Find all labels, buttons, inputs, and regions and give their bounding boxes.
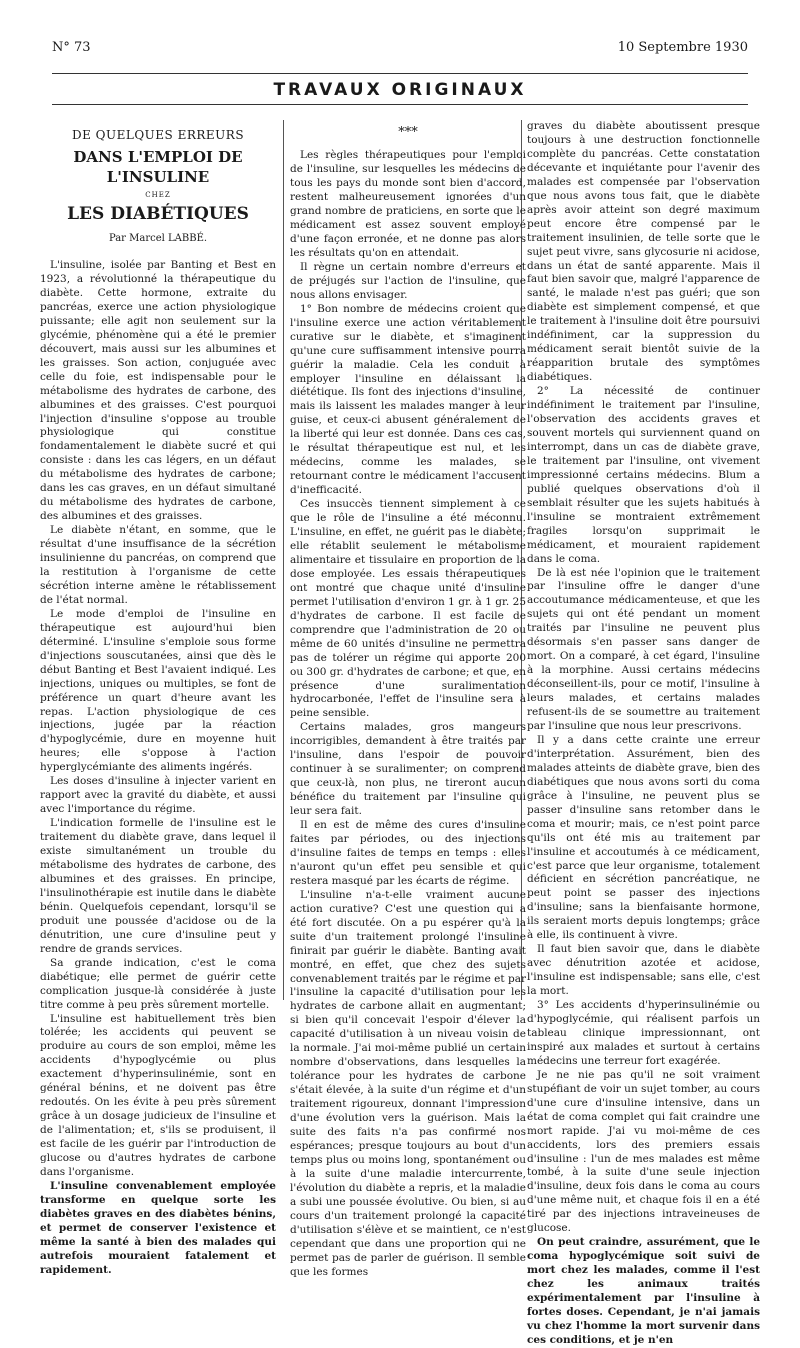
paragraph: Il y a dans cette crainte une erreur d'interprétation. Assurément, bien des malades atteints de diabète grave, bien des diabétiques que nous avons sorti du coma grâce à l'insuline, ne peuvent plus se passer d'insuline sans retomber dans le coma et mourir; mais, ce n'est point parce qu'ils ont été mis au traitement par l'insuline et accoutumés à ce médicament, c'est parce que leur organisme, totalement déficient en sécrétion pancréatique, ne peut point se passer des injections d'insuline; sans la bienfaisante hormone, ils seraient morts depuis longtemps; grâce à elle, ils continuent à vivre. [527,733,760,942]
paragraph: Je ne nie pas qu'il ne soit vraiment stupéfiant de voir un sujet tomber, au cours d'une cure d'insuline intensive, dans un état de coma complet qui fait craindre une mort rapide. J'ai vu moi-même de ces accidents, lors des premiers essais d'insuline : l'un de mes malades est même tombé, à la suite d'une seule injection d'insuline, deux fois dans le coma au cours d'une même nuit, et chaque fois il en a été tiré par des injections intraveineuses de glucose. [527,1068,760,1235]
article-kicker: DE QUELQUES ERREURS [71,128,245,142]
column-1 [40,120,276,1276]
paragraph: L'insuline est habituellement très bien tolérée; les accidents qui peuvent se produire au cours de son emploi, même les accidents d'hypoglycémie ou plus exactement d'hyperinsulinémie, sont en général bénins, et ne doivent pas être redoutés. On les évite à peu près sûrement grâce à un dosage judicieux de l'insuline et de l'alimentation; et, s'ils se produisent, il est facile de les guérir par l'introduction de glucose ou d'autres hydrates de carbone dans l'organisme. [40,1012,276,1178]
article-author: Par Marcel LABBÉ. [108,232,208,244]
article-title-connector: CHEZ [145,190,171,199]
paragraph: graves du diabète aboutissent presque toujours à une destruction fonctionnelle complète du pancréas. Cette constatation décevante et inquiétante pour l'avenir des malades est compensée par l'observation que nous avons tous fait, que le diabète après avoir atteint son degré maximum peut encore être compensé par le traitement insulinien, de telle sorte que le sujet peut vivre, sans glycosurie ni acidose, dans un état de santé apparente. Mais il faut bien savoir que, malgré l'apparence de santé, le malade n'est pas guéri; que son diabète est simplement compensé, et que le traitement à l'insuline doit être poursuivi indéfiniment, car la suppression du médicament serait bientôt suivie de la réapparition brutale des symptômes diabétiques. [527,120,760,384]
paragraph: 2° La nécessité de continuer indéfiniment le traitement par l'insuline, l'observation des accidents graves et souvent mortels qui surviennent quand on interrompt, dans un cas de diabète grave, le traitement par l'insuline, ont vivement impressionné certains médecins. Blum a publié quelques observations d'où il semblait résulter que les sujets habitués à l'insuline se montraient extrêmement fragiles lorsqu'on supprimait le médicament, et mouraient rapidement dans le coma. [527,385,760,565]
article-title-line-1: DANS L'EMPLOI DE L'INSULINE [73,147,243,186]
paragraph: De là est née l'opinion que le traitement par l'insuline offre le danger d'une accoutumance médicamenteuse, et que les sujets qui ont été pendant un moment traités par l'insuline ne peuvent plus désormais s'en passer sans danger de mort. On a comparé, à cet égard, l'insuline à la morphine. Aussi certains médecins déconseillent-ils, pour ce motif, l'insuline à leurs malades, et certains malades refusent-ils de se soumettre au traitement par l'insuline que nous leur prescrivons. [527,566,760,732]
paragraph: Le mode d'emploi de l'insuline en thérapeutique est aujourd'hui bien déterminé. L'insuline s'emploie sous forme d'injections souscutanées, ainsi que dès le début Banting et Best l'avaient indiqué. Les injections, uniques ou multiples, se font de préférence un quart d'heure avant les repas. L'action physiologique de ces injections, jugée par la réaction d'hypoglycémie, dure en moyenne huit heures; elle s'oppose à l'action hyperglycémiante des aliments ingérés. [40,607,276,774]
paragraph: On peut craindre, assurément, que le coma hypoglycémique soit suivi de mort chez les malades, comme il l'est chez les animaux traités expérimentalement par l'insuline à fortes doses. Cependant, je n'ai jamais vu chez l'homme la mort survenir dans ces conditions, et je n'en [527,1236,760,1346]
paragraph: Il faut bien savoir que, dans le diabète avec dénutrition azotée et acidose, l'insuline est indispensable; sans elle, c'est la mort. [527,943,760,998]
issue-date: 10 Septembre 1930 [617,40,748,55]
paragraph: 1° Bon nombre de médecins croient que l'insuline exerce une action véritablement curative sur le diabète, et s'imaginent qu'une cure suffisamment intensive pourra guérir la maladie. Cela les conduit à employer l'insuline en délaissant la diététique. Ils font des injections d'insuline, mais ils laissent les malades manger à leur guise, et ceux-ci abusent généralement de la liberté qui leur est donnée. Dans ces cas, le résultat thérapeutique est nul, et les médecins, comme les malades, se retournant contre le médicament l'accusent d'inefficacité. [290,302,526,497]
paragraph: Les doses d'insuline à injecter varient en rapport avec la gravité du diabète, et aussi avec l'importance du régime. [40,775,276,816]
column-3 [527,120,760,1346]
paragraph: Le diabète n'étant, en somme, que le résultat d'une insuffisance de la sécrétion insulinienne du pancréas, on comprend que la restitution à l'organisme de cette sécrétion interne amène le rétablissement de l'état normal. [40,524,276,606]
column-divider [283,120,284,1000]
paragraph: L'insuline, isolée par Banting et Best en 1923, a révolutionné la thérapeutique du diabète. Cette hormone, extraite du pancréas, exerce une action physiologique puissante; elle agit non seulement sur la glycémie, phénomène qui a été le premier découvert, mais aussi sur les albumines et les graisses. Son action, conjuguée avec celle du foie, est indispensable pour le métabolisme des hydrates de carbone, des albumines et des graisses. C'est pourquoi l'injection d'insuline s'oppose au trouble physiologique qui constitue fondamentalement le diabète sucré et qui consiste : dans les cas légers, en un défaut du métabolisme des hydrates de carbone; dans les cas graves, en un défaut simultané du métabolisme des hydrates de carbone, des albumines et des graisses. [40,259,276,523]
column-2 [290,120,526,1278]
header-rule [52,73,748,74]
paragraph: L'insuline convenablement employée transforme en quelque sorte les diabètes graves en des diabètes bénins, et permet de conserver l'existence et même la santé à bien des malades qui autrefois mouraient fatalement et rapidement. [40,1179,276,1276]
paragraph: L'indication formelle de l'insuline est le traitement du diabète grave, dans lequel il existe simultanément un trouble du métabolisme des hydrates de carbone, des albumines et des graisses. En principe, l'insulinothérapie est inutile dans le diabète bénin. Quelquefois cependant, lorsqu'il se produit une poussée d'acidose ou de la dénutrition, une cure d'insuline peut y rendre de grands services. [40,817,276,955]
paragraph: Certains malades, gros mangeurs incorrigibles, demandent à être traités par l'insuline, dans l'espoir de pouvoir continuer à se suralimenter; on comprend que ceux-là, non plus, ne tireront aucun bénéfice du traitement par l'insuline qui leur sera fait. [290,721,526,818]
section-separator: *** [398,125,418,140]
paragraph: 3° Les accidents d'hyperinsulinémie ou d'hypoglycémie, qui réalisent parfois un tableau clinique impressionnant, ont inspiré aux malades et surtout à certains médecins une terreur fort exagérée. [527,999,760,1067]
paragraph: Sa grande indication, c'est le coma diabétique; elle permet de guérir cette complication jusque-là considérée à juste titre comme à peu près sûrement mortelle. [40,956,276,1011]
paragraph: L'insuline n'a-t-elle vraiment aucune action curative? C'est une question qui a été fort discutée. On a pu espérer qu'à la suite d'un traitement prolongé l'insuline finirait par guérir le diabète. Banting avait montré, en effet, que chez des sujets convenablement traités par le régime et par l'insuline la capacité d'utilisation pour les hydrates de carbone allait en augmentant; si bien qu'il concevait l'espoir d'élever la capacité d'utilisation à un niveau voisin de la normale. J'ai moi-même publié un certain nombre d'observations, dans lesquelles la tolérance pour les hydrates de carbone s'était élevée, à la suite d'un régime et d'un traitement rigoureux, donnant l'impression d'une évolution vers la guérison. Mais la suite des faits n'a pas confirmé nos espérances; presque toujours au bout d'un temps plus ou moins long, spontanément ou à la suite d'une maladie intercurrente, l'évolution du diabète a repris, et la maladie a subi une poussée évolutive. Ou bien, si au cours d'un traitement prolongé la capacité d'utilisation s'élève et se maintient, ce n'est cependant que dans une proportion qui ne permet pas de parler de guérison. Il semble que les formes [290,888,526,1278]
paragraph: Il en est de même des cures d'insuline faites par périodes, ou des injections d'insuline faites de temps en temps : elles n'auront qu'un effet peu sensible et qui restera masqué par les écarts de régime. [290,819,526,887]
issue-number: N° 73 [52,40,91,55]
paragraph: Il règne un certain nombre d'erreurs et de préjugés sur l'action de l'insuline, que nous allons envisager. [290,260,526,301]
paragraph: Les règles thérapeutiques pour l'emploi de l'insuline, sur lesquelles les médecins de tous les pays du monde sont bien d'accord, restent malheureusement ignorées d'un grand nombre de praticiens, en sorte que le médicament est assez souvent employé d'une façon erronée, et ne donne pas alors les résultats qu'on en attendait. [290,149,526,259]
section-rule [52,104,748,105]
paragraph: Ces insuccès tiennent simplement à ce que le rôle de l'insuline a été méconnu. L'insuline, en effet, ne guérit pas le diabète; elle rétablit seulement le métabolisme alimentaire et tissulaire en proportion de la dose employée. Les essais thérapeutiques ont montré que chaque unité d'insuline permet l'utilisation d'environ 1 gr. à 1 gr. 25 d'hydrates de carbone. Il est facile de comprendre que l'administration de 20 ou même de 60 unités d'insuline ne permettra pas de tolérer un régime qui apporte 200 ou 300 gr. d'hydrates de carbone; et que, en présence d'une suralimentation hydrocarbonée, l'effet de l'insuline sera à peine sensible. [290,498,526,720]
article-title-line-2: LES DIABÉTIQUES [67,204,249,225]
section-title: TRAVAUX ORIGINAUX [273,80,527,100]
page-header [52,40,748,60]
